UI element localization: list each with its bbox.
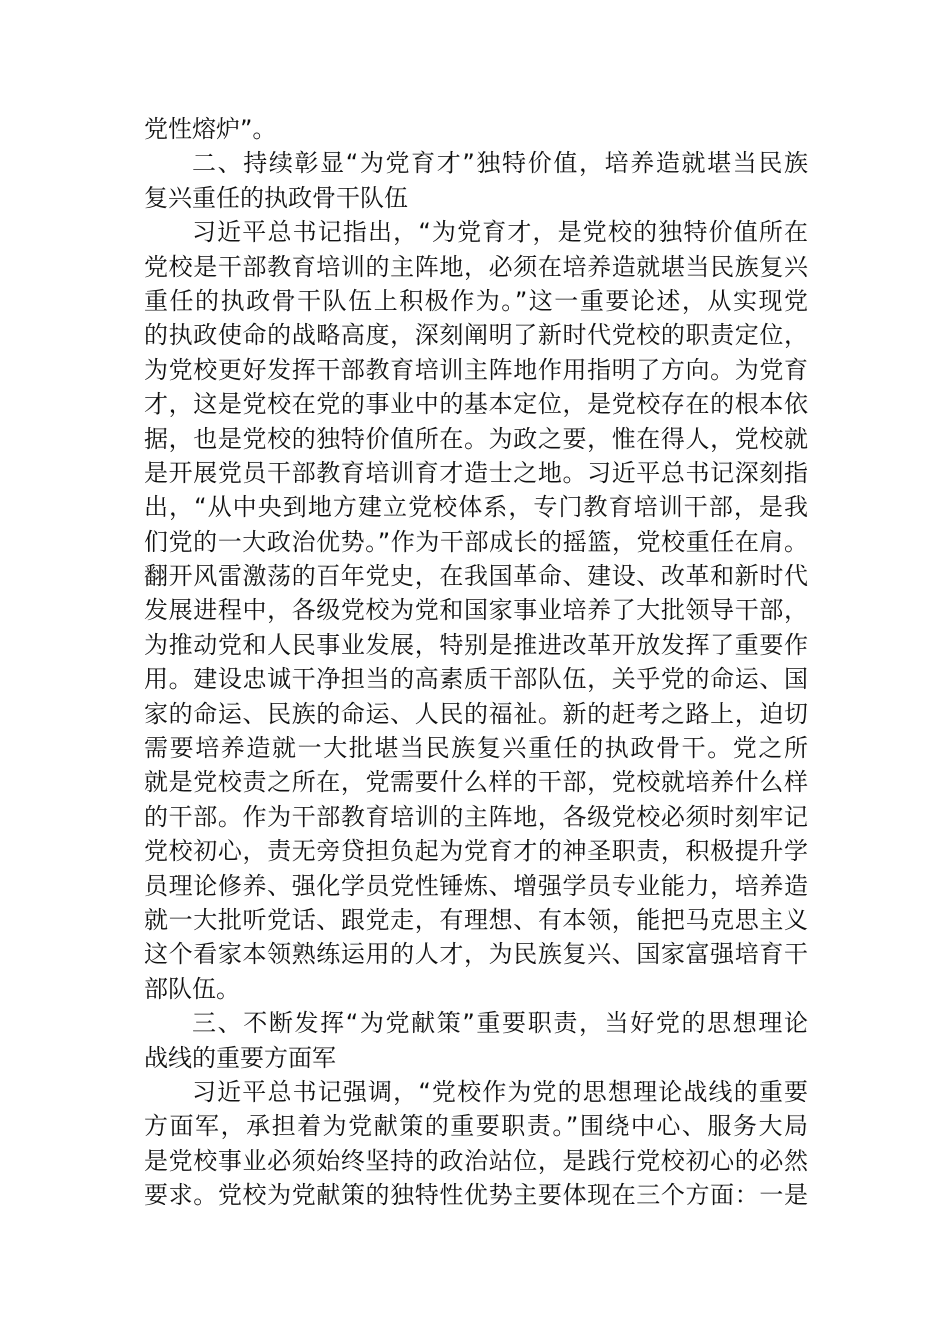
text-line: 为推动党和人民事业发展，特别是推进改革开放发挥了重要作 <box>144 630 808 659</box>
text-line: 重任的执政骨干队伍上积极作为。”这一重要论述，从实现党 <box>144 286 808 315</box>
text-line: 出，“从中央到地方建立党校体系，专门教育培训干部，是我 <box>144 493 808 522</box>
text-line: 党性熔炉”。 <box>144 115 277 143</box>
text-line: 复兴重任的执政骨干队伍 <box>144 183 408 212</box>
text-line: 据，也是党校的独特价值所在。为政之要，惟在得人，党校就 <box>144 424 808 453</box>
text-line: 二、持续彰显“为党育才”独特价值，培养造就堪当民族 <box>192 149 808 178</box>
text-line: 部队伍。 <box>144 974 240 1003</box>
text-line: 要求。党校为党献策的独特性优势主要体现在三个方面：一是 <box>144 1181 808 1210</box>
text-line: 员理论修养、强化学员党性锤炼、增强学员专业能力，培养造 <box>144 871 808 900</box>
text-line: 就是党校责之所在，党需要什么样的干部，党校就培养什么样 <box>144 768 808 797</box>
text-line: 家的命运、民族的命运、人民的福祉。新的赶考之路上，迫切 <box>144 699 808 728</box>
text-line: 发展进程中，各级党校为党和国家事业培养了大批领导干部， <box>144 596 808 625</box>
text-line: 方面军，承担着为党献策的重要职责。”围绕中心、服务大局 <box>144 1112 808 1141</box>
text-line: 才，这是党校在党的事业中的基本定位，是党校存在的根本依 <box>144 390 808 419</box>
text-line: 为党校更好发挥干部教育培训主阵地作用指明了方向。为党育 <box>144 355 808 384</box>
text-line: 战线的重要方面军 <box>144 1043 336 1072</box>
document-body <box>144 112 808 1213</box>
text-line: 三、不断发挥“为党献策”重要职责，当好党的思想理论 <box>192 1009 808 1038</box>
text-line: 用。建设忠诚干净担当的高素质干部队伍，关乎党的命运、国 <box>144 665 808 694</box>
text-line: 需要培养造就一大批堪当民族复兴重任的执政骨干。党之所 <box>144 734 808 763</box>
text-line: 就一大批听党话、跟党走，有理想、有本领，能把马克思主义 <box>144 905 808 934</box>
text-line: 党校是干部教育培训的主阵地，必须在培养造就堪当民族复兴 <box>144 252 808 281</box>
text-line: 这个看家本领熟练运用的人才，为民族复兴、国家富强培育干 <box>144 940 808 969</box>
text-line: 是党校事业必须始终坚持的政治站位，是践行党校初心的必然 <box>144 1146 808 1175</box>
text-line: 翻开风雷激荡的百年党史，在我国革命、建设、改革和新时代 <box>144 562 808 591</box>
text-line: 习近平总书记强调，“党校作为党的思想理论战线的重要 <box>192 1077 808 1106</box>
text-line: 习近平总书记指出，“为党育才，是党校的独特价值所在 <box>192 218 808 247</box>
text-line: 们党的一大政治优势。”作为干部成长的摇篮，党校重任在肩。 <box>144 527 808 556</box>
text-line: 的执政使命的战略高度，深刻阐明了新时代党校的职责定位， <box>144 321 808 350</box>
text-line: 党校初心，责无旁贷担负起为党育才的神圣职责，积极提升学 <box>144 837 808 866</box>
text-line: 是开展党员干部教育培训育才造士之地。习近平总书记深刻指 <box>144 458 808 487</box>
text-line: 的干部。作为干部教育培训的主阵地，各级党校必须时刻牢记 <box>144 802 808 831</box>
